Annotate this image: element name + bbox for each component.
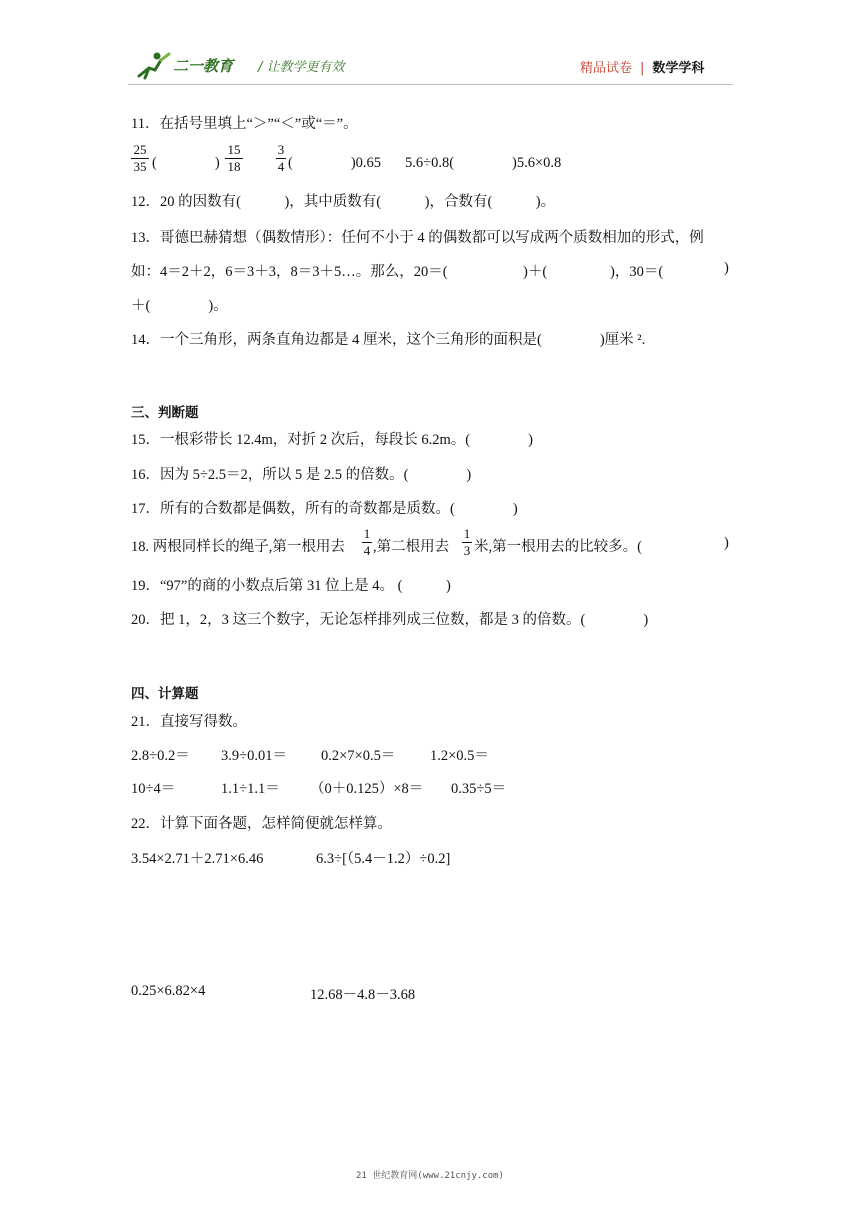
q18-part-d: ) — [724, 535, 729, 551]
fraction-numerator: 1 — [463, 526, 471, 541]
q13-line-1: 13．哥德巴赫猜想（偶数情形）：任何不小于 4 的偶数都可以写成两个质数相加的形式，例 — [131, 230, 704, 246]
q21-item: 10÷4＝ — [131, 781, 176, 797]
fraction-numerator: 15 — [227, 142, 241, 157]
q22: 22．计算下面各题，怎样简便就怎样算。 — [131, 816, 392, 832]
q11-fraction-1 — [131, 143, 149, 174]
q15: 15．一根彩带长 12.4m，对折 2 次后，每段长 6.2m。( ) — [131, 432, 533, 448]
header-divider — [128, 84, 733, 85]
q22-item: 0.25×6.82×4 — [131, 983, 206, 999]
page-footer: 21 世纪教育网(www.21cnjy.com) — [356, 1171, 504, 1181]
header-label: 精品试卷 — [580, 61, 633, 76]
header-subject: 数学学科 — [652, 61, 705, 76]
fraction-numerator: 3 — [277, 142, 285, 157]
q21: 21．直接写得数。 — [131, 714, 247, 730]
q21-item: 2.8÷0.2＝ — [131, 748, 190, 764]
q13-line-2a: 如：4＝2＋2，6＝3＋3，8＝3＋5…。那么，20＝( — [131, 264, 448, 280]
q19: 19．“97”的商的小数点后第 31 位上是 4。 ( ) — [131, 578, 451, 594]
q21-item: 1.2×0.5＝ — [430, 748, 489, 764]
q11-fraction-2 — [225, 143, 243, 174]
q11-blank-2[interactable]: ( )0.65 — [288, 155, 382, 171]
q12: 12．20 的因数有( )，其中质数有( )，合数有( )。 — [131, 194, 556, 210]
q11-fraction-3 — [276, 143, 286, 174]
q16: 16．因为 5÷2.5＝2，所以 5 是 2.5 的倍数。( ) — [131, 467, 472, 483]
q21-item: 0.2×7×0.5＝ — [321, 748, 396, 764]
q17: 17．所有的合数都是偶数，所有的奇数都是质数。( ) — [131, 501, 518, 517]
section-4-title: 四、计算题 — [131, 686, 199, 702]
fraction-denominator: 18 — [227, 159, 241, 174]
q22-item: 6.3÷[（5.4－1.2）÷0.2] — [316, 851, 451, 867]
q21-item: （0＋0.125）×8＝ — [310, 781, 424, 797]
header-separator: | — [640, 61, 645, 76]
header-right — [580, 57, 704, 76]
q13-line-2b: )＋( — [523, 264, 548, 280]
q13-line-2d: ) — [724, 260, 729, 276]
q11-blank-3[interactable]: 5.6÷0.8( )5.6×0.8 — [405, 155, 562, 171]
q18-part-b: ,第二根用去 — [373, 539, 450, 555]
fraction-numerator: 25 — [133, 142, 147, 157]
q18-fraction-2 — [462, 527, 472, 558]
fraction-denominator: 4 — [363, 543, 371, 558]
q11-title: 11．在括号里填上“＞”“＜”或“＝”。 — [131, 116, 358, 132]
header-slogan: / 让教学更有效 — [258, 60, 345, 75]
section-3-title: 三、判断题 — [131, 405, 199, 421]
fraction-numerator: 1 — [363, 526, 371, 541]
q21-item: 3.9÷0.01＝ — [221, 748, 287, 764]
q11-blank-1[interactable]: ( ) — [152, 155, 220, 171]
q21-item: 0.35÷5＝ — [451, 781, 507, 797]
q14: 14．一个三角形，两条直角边都是 4 厘米，这个三角形的面积是( )厘米 ². — [131, 332, 646, 348]
q18-fraction-1 — [362, 527, 372, 558]
logo-text: 二一教育 — [173, 57, 234, 75]
q18-part-a: 18. 两根同样长的绳子,第一根用去 — [131, 539, 345, 555]
fraction-denominator: 4 — [277, 159, 285, 174]
q22-item: 12.68－4.8－3.68 — [310, 987, 416, 1003]
q13-line-2c: )，30＝( — [610, 264, 664, 280]
q13-line-3: ＋( )。 — [131, 298, 228, 314]
q18-part-c: 米,第一根用去的比较多。( — [474, 539, 642, 555]
q20: 20．把 1，2，3 这三个数字，无论怎样排列成三位数，都是 3 的倍数。( ) — [131, 612, 649, 628]
q22-item: 3.54×2.71＋2.71×6.46 — [131, 851, 264, 867]
fraction-denominator: 3 — [463, 543, 471, 558]
fraction-denominator: 35 — [133, 159, 147, 174]
q21-item: 1.1÷1.1＝ — [221, 781, 280, 797]
